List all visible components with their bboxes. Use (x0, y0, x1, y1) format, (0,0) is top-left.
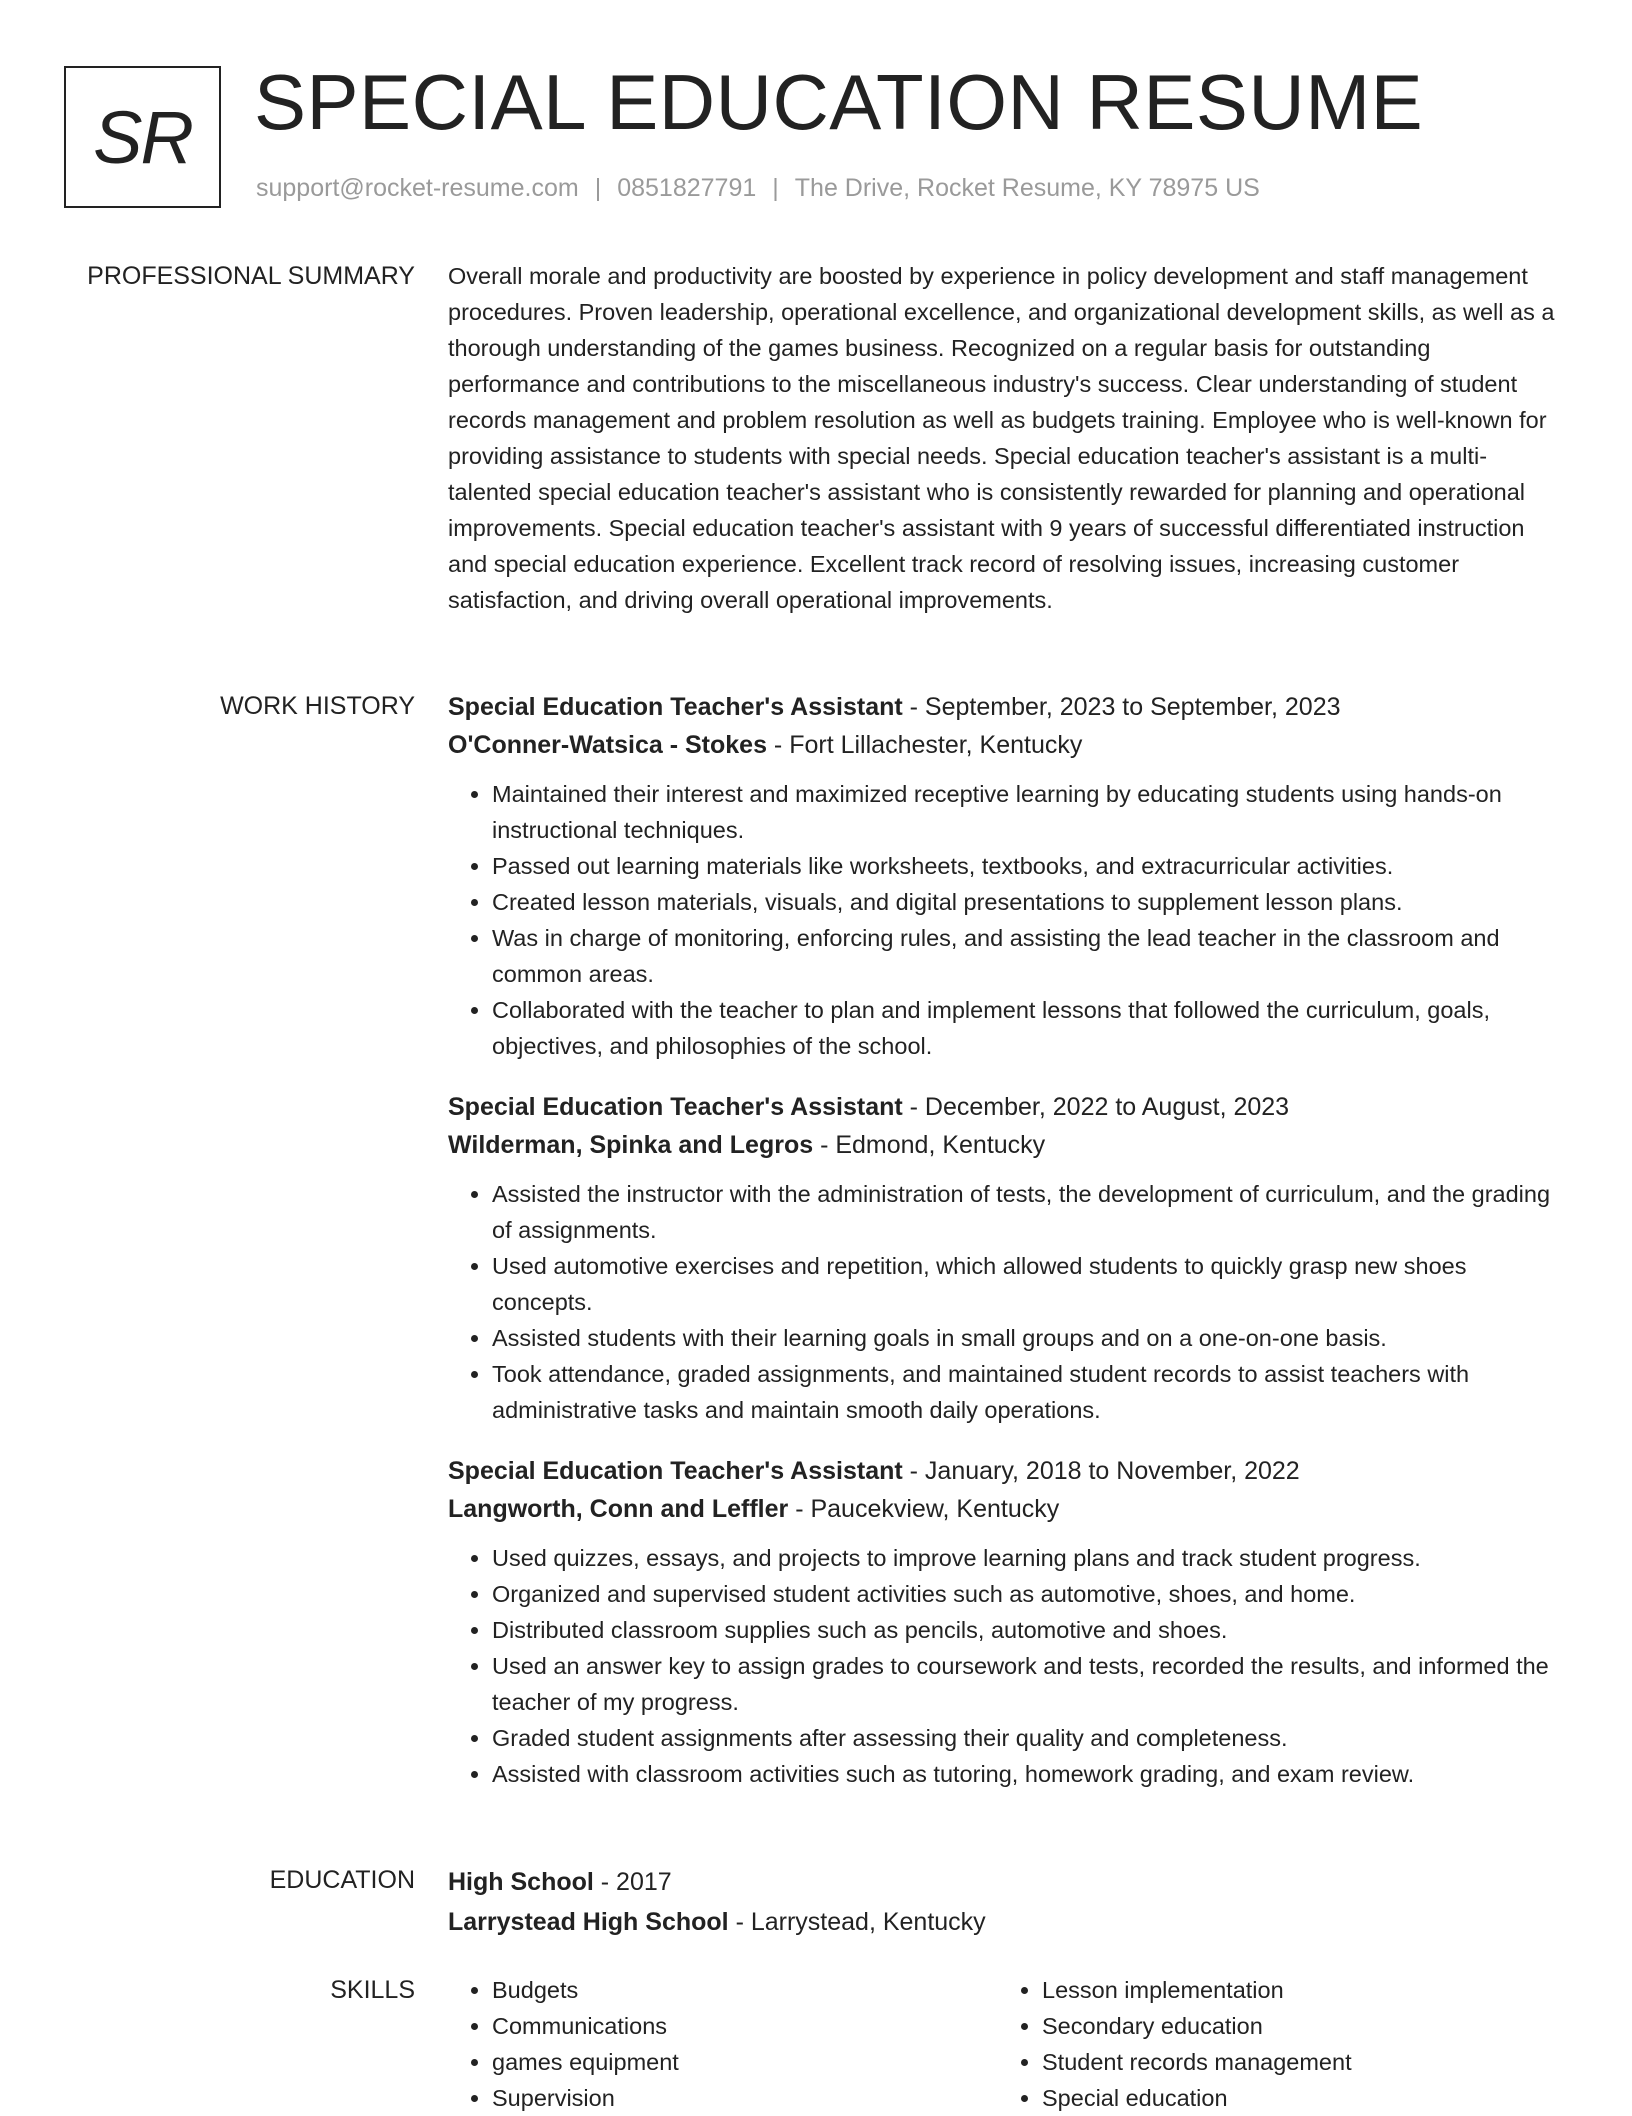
job-company: O'Conner-Watsica - Stokes (448, 731, 767, 759)
contact-address: The Drive, Rocket Resume, KY 78975 US (794, 174, 1260, 202)
skills-list-left (448, 1972, 998, 2116)
job-role: Special Education Teacher's Assistant (448, 1457, 903, 1485)
job-company-line (448, 1490, 1568, 1528)
job-dates: - December, 2022 to August, 2023 (902, 1093, 1290, 1121)
skill-item: • Lesson implementation (1042, 1972, 1548, 2008)
job-bullet: • Used an answer key to assign grades to coursework and tests, recorded the results, and informed the teacher of my progress. (492, 1648, 1568, 1720)
job-bullet: • Assisted the instructor with the administration of tests, the development of curriculum, and the grading of assignments. (492, 1176, 1568, 1248)
skills-grid (448, 1972, 1568, 2116)
job-bullet: • Was in charge of monitoring, enforcing rules, and assisting the lead teacher in the classroom and common areas. (492, 920, 1568, 992)
job-bullet: • Took attendance, graded assignments, and maintained student records to assist teachers with administrative tasks and maintain smooth daily operations. (492, 1356, 1568, 1428)
job-bullet: • Used automotive exercises and repetition, which allowed students to quickly grasp new shoes concepts. (492, 1248, 1568, 1320)
job-location: - Paucekview, Kentucky (788, 1495, 1060, 1523)
section-title-summary: PROFESSIONAL SUMMARY (87, 262, 415, 290)
skill-item: • Budgets (492, 1972, 998, 2008)
skill-item: • Supervision (492, 2080, 998, 2116)
summary-text: Overall morale and productivity are boosted by experience in policy development and staff management procedures. Proven leadership, operational excellence, and organizational development skills, as well as a thorough understanding of the games business. Recognized on a regular basis for outstanding performance and contributions to the miscellaneous industry's success. Clear understanding of student records management and problem resolution as well as budgets training. Employee who is well-known for providing assistance to students with special needs. Special education teacher's assistant is a multi-talented special education teacher's assistant who is consistently rewarded for planning and operational improvements. Special education teacher's assistant with 9 years of successful differentiated instruction and special education experience. Excellent track record of resolving issues, increasing customer satisfaction, and driving overall operational improvements. (448, 263, 1555, 613)
job-bullet: • Assisted with classroom activities such as tutoring, homework grading, and exam review. (492, 1756, 1568, 1792)
job-dates: - September, 2023 to September, 2023 (902, 693, 1341, 721)
skill-item: • Secondary education (1042, 2008, 1548, 2044)
job-bullet: • Used quizzes, essays, and projects to improve learning plans and track student progress. (492, 1540, 1568, 1576)
section-title-skills: SKILLS (330, 1976, 415, 2004)
job-bullet: • Passed out learning materials like worksheets, textbooks, and extracurricular activities. (492, 848, 1568, 884)
job-title-line (448, 1452, 1568, 1490)
education-degree-line (448, 1862, 1568, 1902)
job-entry (448, 1452, 1568, 1792)
job-bullets (448, 1540, 1568, 1792)
job-title-line (448, 1088, 1568, 1126)
education-degree: High School (448, 1868, 594, 1896)
skill-item: • Communications (492, 2008, 998, 2044)
contact-email[interactable]: support@rocket-resume.com (256, 174, 579, 202)
education-year: - 2017 (593, 1868, 672, 1896)
skills-list-right (998, 1972, 1548, 2116)
job-bullet: • Collaborated with the teacher to plan and implement lessons that followed the curriculum, goals, objectives, and philosophies of the school. (492, 992, 1568, 1064)
job-location: - Edmond, Kentucky (813, 1131, 1046, 1159)
section-title-education: EDUCATION (269, 1866, 415, 1894)
education-school: Larrystead High School (448, 1908, 729, 1936)
skill-item: • Student records management (1042, 2044, 1548, 2080)
job-role: Special Education Teacher's Assistant (448, 1093, 903, 1121)
section-title-work: WORK HISTORY (220, 692, 415, 720)
skill-item: • Special education (1042, 2080, 1548, 2116)
contact-phone[interactable]: 0851827791 (617, 174, 757, 202)
job-location: - Fort Lillachester, Kentucky (766, 731, 1083, 759)
contact-separator: | (594, 174, 602, 202)
job-bullet: • Graded student assignments after assessing their quality and completeness. (492, 1720, 1568, 1756)
job-bullet: • Distributed classroom supplies such as pencils, automotive and shoes. (492, 1612, 1568, 1648)
job-entry (448, 1088, 1568, 1428)
job-company: Wilderman, Spinka and Legros (448, 1131, 814, 1159)
job-company-line (448, 726, 1568, 764)
job-title-line (448, 688, 1568, 726)
education-location: - Larrystead, Kentucky (728, 1908, 986, 1936)
job-company-line (448, 1126, 1568, 1164)
job-bullet: • Organized and supervised student activities such as automotive, shoes, and home. (492, 1576, 1568, 1612)
job-bullet: • Assisted students with their learning goals in small groups and on a one-on-one basis. (492, 1320, 1568, 1356)
job-bullets (448, 776, 1568, 1064)
job-bullets (448, 1176, 1568, 1428)
education-school-line (448, 1902, 1568, 1942)
job-company: Langworth, Conn and Leffler (448, 1495, 789, 1523)
monogram-badge: SR (64, 66, 221, 208)
job-bullet: • Created lesson materials, visuals, and digital presentations to supplement lesson plans. (492, 884, 1568, 920)
job-role: Special Education Teacher's Assistant (448, 693, 903, 721)
skill-item: • games equipment (492, 2044, 998, 2080)
job-bullet: • Maintained their interest and maximized receptive learning by educating students using hands-on instructional techniques. (492, 776, 1568, 848)
resume-title: SPECIAL EDUCATION RESUME (254, 58, 1424, 146)
job-entry (448, 688, 1568, 1064)
job-dates: - January, 2018 to November, 2022 (902, 1457, 1300, 1485)
contact-line (256, 174, 1260, 203)
contact-separator: | (772, 174, 779, 202)
